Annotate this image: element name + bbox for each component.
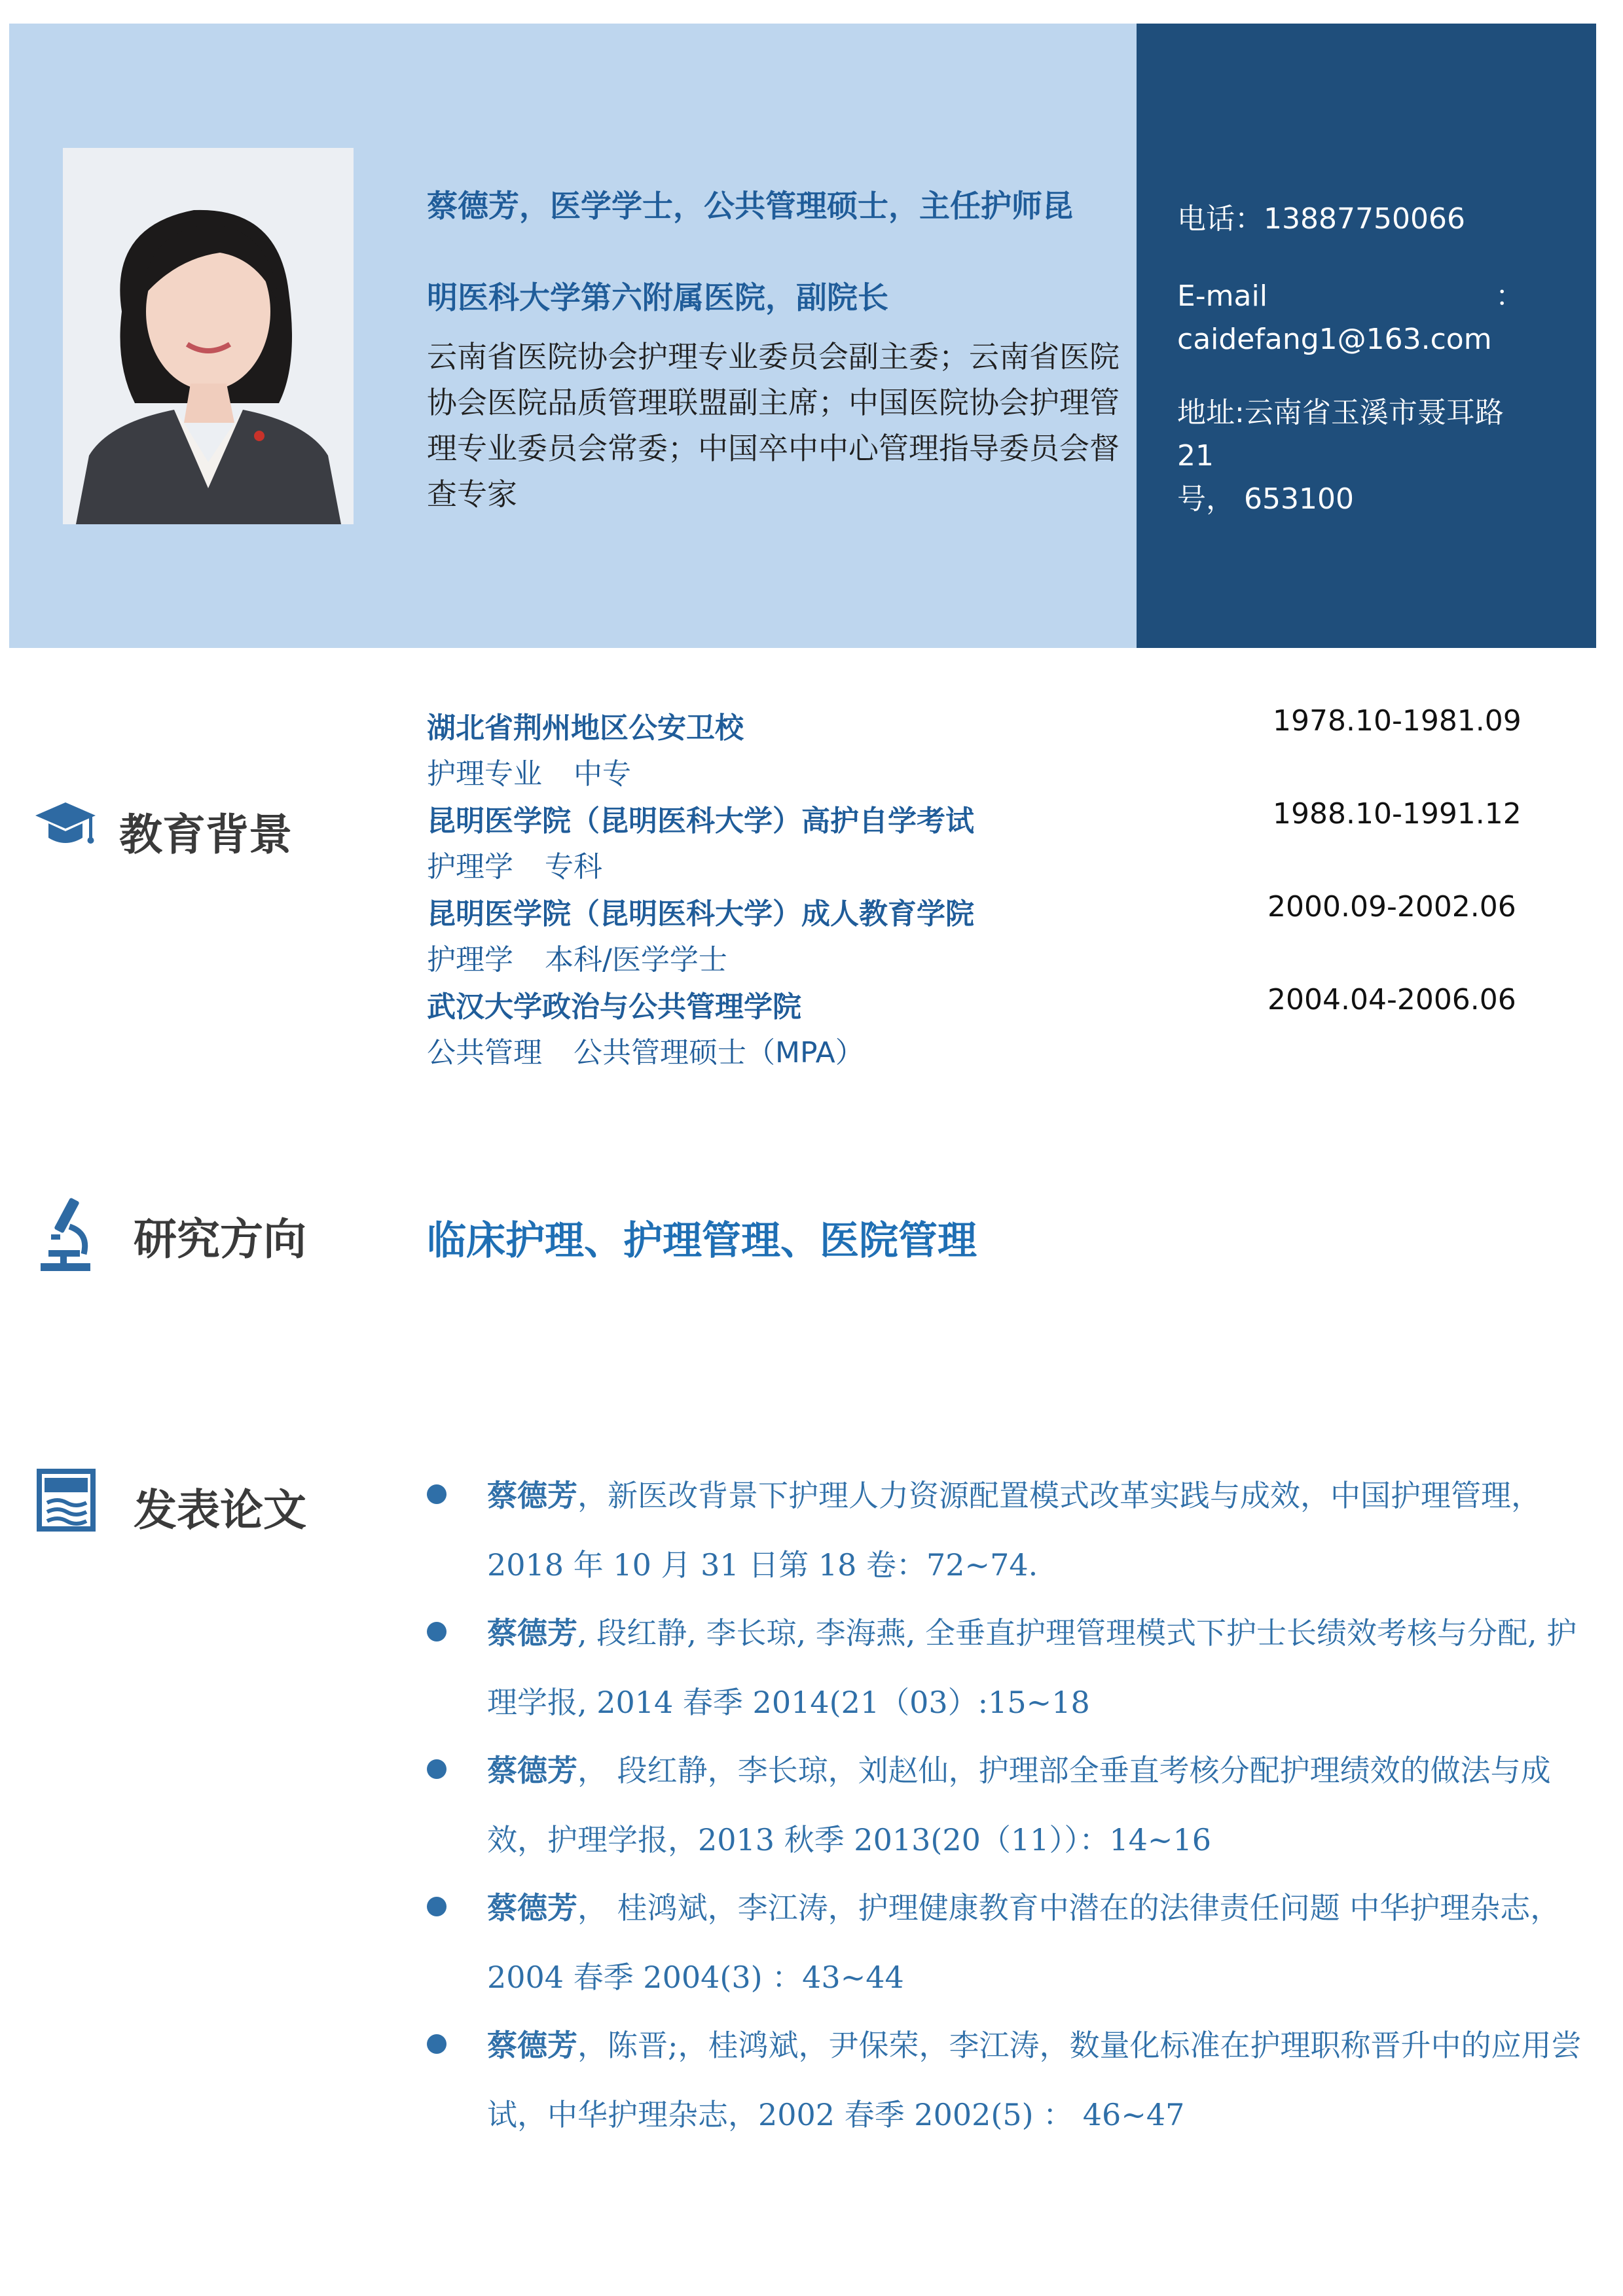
edu-date-2: 1988.10-1991.12 <box>1273 797 1522 831</box>
edu-major-name-1: 护理专业 <box>427 757 542 791</box>
publication-text: ，新医改背景下护理人力资源配置模式改革实践与成效，中国护理管理，2018 年 10 月 31 日第 18 卷：72~74. <box>487 1478 1541 1583</box>
publication-item <box>427 1598 1586 1737</box>
edu-school-2: 昆明医学院（昆明医科大学）高护自学考试 <box>427 804 974 838</box>
graduation-cap-icon <box>34 798 97 853</box>
email-label-text: E-mail <box>1177 279 1267 313</box>
microscope-icon <box>38 1195 93 1276</box>
edu-major-name-4: 公共管理 <box>427 1036 542 1069</box>
bullet-icon <box>427 1759 447 1779</box>
publication-item <box>427 1461 1586 1600</box>
bullet-icon <box>427 1484 447 1504</box>
contact-email-label <box>1177 275 1524 318</box>
publication-author: 蔡德芳 <box>487 2028 577 2063</box>
edu-date-3: 2000.09-2002.06 <box>1267 890 1516 924</box>
publications-title: 发表论文 <box>134 1485 306 1535</box>
edu-degree-4: 公共管理硕士（MPA） <box>574 1036 864 1069</box>
bullet-icon <box>427 1897 447 1916</box>
document-icon <box>35 1467 97 1535</box>
edu-major-3 <box>427 936 727 978</box>
header-title-line1: 蔡德芳，医学学士，公共管理硕士，主任护师昆 <box>427 188 1073 224</box>
edu-school-1: 湖北省荆州地区公安卫校 <box>427 711 744 745</box>
education-title: 教育背景 <box>119 810 292 860</box>
contact-address <box>1177 391 1544 521</box>
edu-date-4: 2004.04-2006.06 <box>1267 983 1516 1016</box>
publication-text: ， 段红静，李长琼，刘赵仙，护理部全垂直考核分配护理绩效的做法与成效，护理学报，2013 秋季 2013(20（11））：14~16 <box>487 1753 1551 1857</box>
publication-author: 蔡德芳 <box>487 1753 577 1788</box>
publication-author: 蔡德芳 <box>487 1615 577 1651</box>
header-title-line2: 明医科大学第六附属医院，副院长 <box>427 280 888 316</box>
research-title: 研究方向 <box>134 1214 306 1265</box>
publication-author: 蔡德芳 <box>487 1478 577 1513</box>
publication-item <box>427 1873 1586 2012</box>
bullet-icon <box>427 1622 447 1641</box>
edu-degree-3: 本科/医学学士 <box>545 943 727 977</box>
edu-date-1: 1978.10-1981.09 <box>1273 704 1522 738</box>
publication-text: , 段红静, 李长琼, 李海燕, 全垂直护理管理模式下护士长绩效考核与分配, 护理学报, 2014 春季 2014(21（03）:15~18 <box>487 1615 1577 1720</box>
edu-degree-2: 专科 <box>545 850 602 884</box>
edu-major-2 <box>427 843 602 885</box>
contact-phone: 电话：13887750066 <box>1177 202 1465 236</box>
profile-photo <box>63 148 354 524</box>
edu-major-name-2: 护理学 <box>427 850 513 884</box>
publication-list <box>427 1461 1586 2148</box>
edu-major-4 <box>427 1029 864 1071</box>
edu-major-1 <box>427 750 631 792</box>
edu-school-3: 昆明医学院（昆明医科大学）成人教育学院 <box>427 897 974 931</box>
publication-text: ， 桂鸿斌，李江涛，护理健康教育中潜在的法律责任问题 中华护理杂志，2004 春季 2004(3) ：43~44 <box>487 1890 1561 1995</box>
address-line2: 号， 653100 <box>1177 482 1354 516</box>
publication-text: ，陈晋;，桂鸿斌，尹保荣，李江涛，数量化标准在护理职称晋升中的应用尝试，中华护理杂志，2002 春季 2002(5) ： 46~47 <box>487 2028 1582 2132</box>
edu-school-4: 武汉大学政治与公共管理学院 <box>427 990 801 1024</box>
address-line1: 地址:云南省玉溪市聂耳路 21 <box>1177 396 1504 473</box>
email-label-colon: ： <box>1495 279 1524 313</box>
header-description: 云南省医院协会护理专业委员会副主委；云南省医院协会医院品质管理联盟副主席；中国医院协会护理管理专业委员会常委；中国卒中中心管理指导委员会督查专家 <box>427 339 1120 512</box>
publication-item <box>427 2011 1586 2149</box>
research-text: 临床护理、护理管理、医院管理 <box>427 1218 977 1264</box>
edu-major-name-3: 护理学 <box>427 943 513 977</box>
edu-degree-1: 中专 <box>574 757 631 791</box>
publication-item <box>427 1736 1586 1874</box>
contact-email: caidefang1@163.com <box>1177 323 1492 356</box>
bullet-icon <box>427 2034 447 2054</box>
publication-author: 蔡德芳 <box>487 1890 577 1926</box>
